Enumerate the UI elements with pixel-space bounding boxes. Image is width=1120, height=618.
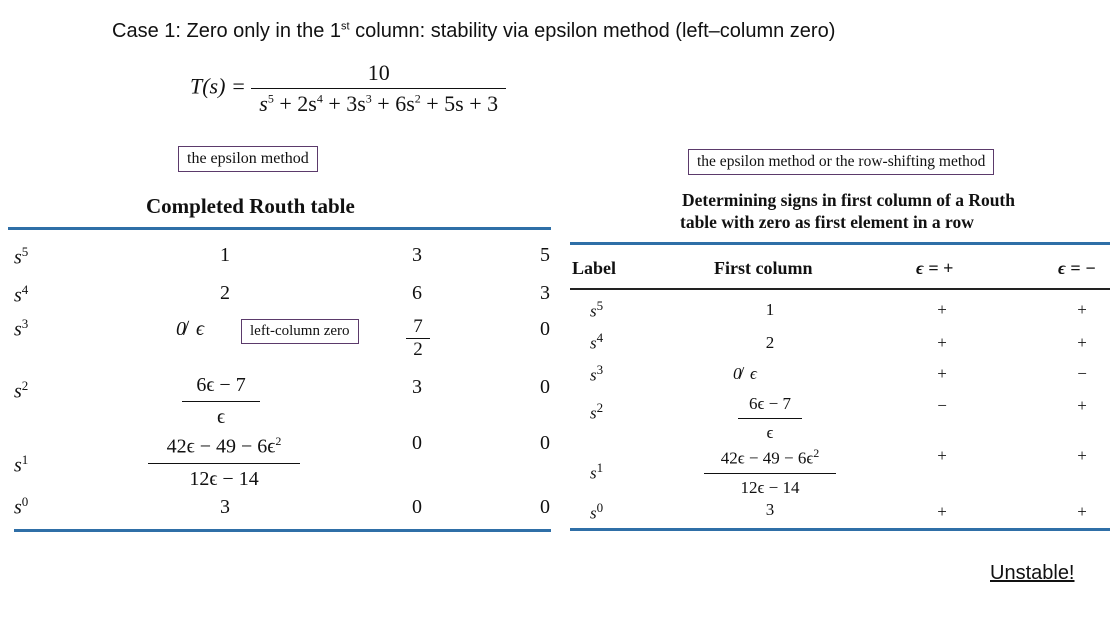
left-row-label-s2: $s^2$ <box>14 378 29 403</box>
right-s2-first: 6ϵ − 7 ϵ <box>738 394 802 443</box>
left-s2-c1: 6ϵ − 7 ϵ <box>182 374 260 429</box>
left-s5-c1: 1 <box>220 244 230 266</box>
left-s3-c3: 0 <box>540 318 550 340</box>
right-s0-neg: + <box>1077 502 1087 521</box>
right-s4-neg: + <box>1077 333 1087 352</box>
title-rest: column: stability via epsilon method (left–column zero) <box>349 20 836 42</box>
left-row-label-s4: $s^4$ <box>14 282 29 307</box>
right-s5-pos: + <box>937 300 947 319</box>
right-s0-first: 3 <box>765 500 775 519</box>
right-s5-first: 1 <box>765 300 775 319</box>
right-s4-pos: + <box>937 333 947 352</box>
right-s5-neg: + <box>1077 300 1087 319</box>
right-s1-neg: + <box>1077 446 1087 465</box>
left-s3-c2: 7 2 <box>406 316 430 361</box>
right-header-rule <box>570 288 1110 290</box>
left-table-bottom-rule <box>14 529 551 532</box>
right-s3-first: 0̸ ϵ <box>733 364 757 383</box>
conclusion-unstable: Unstable! <box>990 562 1075 584</box>
left-s4-c2: 6 <box>412 282 422 304</box>
col-header-eps-neg: ϵ = − <box>1058 258 1096 278</box>
slide-title <box>112 20 835 43</box>
left-row-label-s5: $s^5$ <box>14 244 29 269</box>
right-s0-pos: + <box>937 502 947 521</box>
right-s4-first: 2 <box>765 333 775 352</box>
right-row-label-s1: $s^1$ <box>590 460 604 483</box>
right-s1-pos: + <box>937 446 947 465</box>
right-row-label-s2: $s^2$ <box>590 400 604 423</box>
col-header-eps-pos: ϵ = + <box>916 258 954 278</box>
row-shifting-method-label: the epsilon method or the row-shifting method <box>688 149 994 175</box>
left-s4-c1: 2 <box>220 282 230 304</box>
left-table-top-rule <box>8 227 551 230</box>
epsilon-method-label: the epsilon method <box>178 146 318 172</box>
left-s2-c3: 0 <box>540 376 550 398</box>
right-row-label-s3: $s^3$ <box>590 362 604 385</box>
right-row-label-s5: $s^5$ <box>590 298 604 321</box>
right-row-label-s4: $s^4$ <box>590 330 604 353</box>
left-column-zero-annotation: left-column zero <box>241 319 359 344</box>
left-row-label-s3: $s^3$ <box>14 316 29 341</box>
tf-lhs: T(s) = <box>190 73 246 99</box>
transfer-function <box>190 60 506 117</box>
right-s1-first: $42\epsilon - 49 - 6\epsilon^2$ 12ϵ − 14 <box>704 446 836 498</box>
left-s1-c1: $42\epsilon - 49 - 6\epsilon^2$ 12ϵ − 14 <box>148 434 300 491</box>
right-table-bottom-rule <box>570 528 1110 531</box>
left-s1-c3: 0 <box>540 432 550 454</box>
col-header-label: Label <box>572 258 617 278</box>
left-s2-c2: 3 <box>412 376 422 398</box>
tf-denominator: $s^5 + 2s^4 + 3s^3 + 6s^2 + 5s + 3$ <box>251 88 506 117</box>
left-row-label-s0: $s^0$ <box>14 494 29 519</box>
right-row-label-s0: $s^0$ <box>590 500 604 523</box>
left-s1-c2: 0 <box>412 432 422 454</box>
left-table-heading: Completed Routh table <box>146 194 355 218</box>
left-s5-c2: 3 <box>412 244 422 266</box>
right-s3-neg: − <box>1077 364 1087 383</box>
col-header-first-column: First column <box>714 258 813 278</box>
title-sup: st <box>341 20 350 33</box>
left-s0-c1: 3 <box>220 496 230 518</box>
left-s4-c3: 3 <box>540 282 550 304</box>
left-s0-c3: 0 <box>540 496 550 518</box>
left-s3-c1: 0̸ ϵ <box>176 318 205 340</box>
title-text: Case 1: Zero only in the 1 <box>112 20 342 42</box>
right-s2-neg: + <box>1077 396 1087 415</box>
right-table-heading <box>682 189 1015 233</box>
right-heading-line1: Determining signs in first column of a Routh <box>682 190 1015 210</box>
left-s5-c3: 5 <box>540 244 550 266</box>
right-heading-line2: table with zero as first element in a row <box>680 212 974 232</box>
tf-numerator: 10 <box>367 60 390 85</box>
left-s0-c2: 0 <box>412 496 422 518</box>
tf-fraction <box>251 60 506 117</box>
right-s2-pos: − <box>937 396 947 415</box>
right-table-top-rule <box>570 242 1110 245</box>
right-s3-pos: + <box>937 364 947 383</box>
left-row-label-s1: $s^1$ <box>14 452 29 477</box>
